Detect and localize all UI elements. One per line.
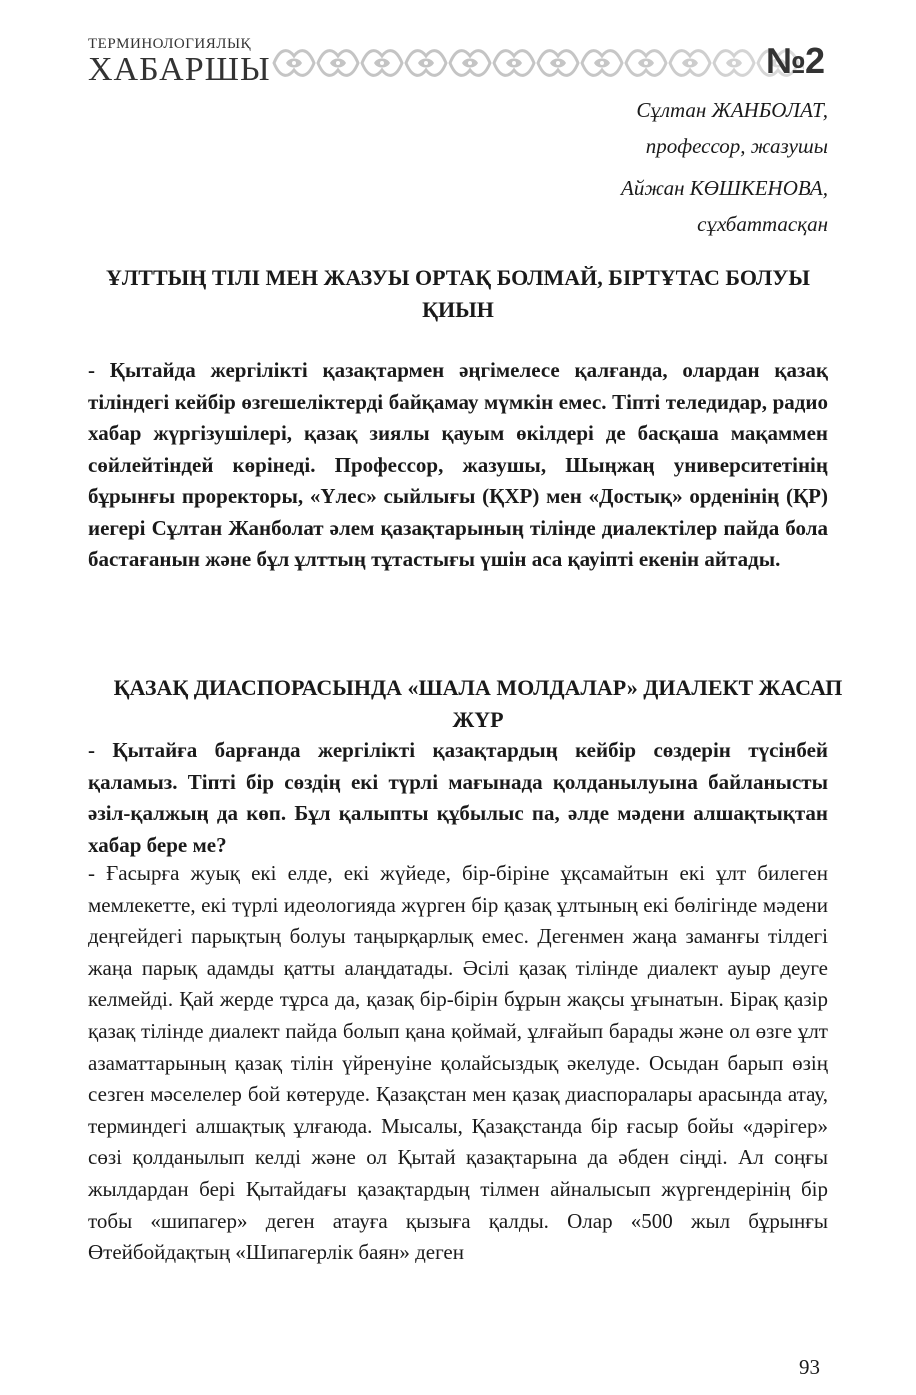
- question-paragraph: - Қытайға барғанда жергілікті қазақтардың кейбір сөздерін түсінбей қаламыз. Тіпті бір сөздің екі түрлі мағынада қолданылуына байланысты әзіл-қалжың да көп. Бұл қалыпты құбылыс па, әлде мәдени алшақтықтан хабар бере ме?: [88, 738, 828, 857]
- issue-number: №2: [765, 40, 824, 81]
- journal-header: [88, 36, 828, 86]
- article-title: ҰЛТТЫҢ ТІЛІ МЕН ЖАЗУЫ ОРТАҚ БОЛМАЙ, БІРТҰТАС БОЛУЫ ҚИЫН: [106, 265, 810, 322]
- journal-title-main: ХАБАРШЫ: [88, 51, 271, 88]
- page-number: 93: [799, 1355, 820, 1379]
- author1-role: профессор, жазушы: [645, 134, 828, 158]
- author1-name: Сұлтан ЖАНБОЛАТ,: [636, 98, 828, 122]
- author2-role: сұхбаттасқан: [697, 212, 828, 236]
- intro-paragraph: - Қытайда жергілікті қазақтармен әңгімелесе қалғанда, олардан қазақ тіліндегі кейбір өзгешеліктерді байқамау мүмкін емес. Тіпті теледидар, радио хабар жүргізушілері, қазақ зиялы қауым өкілдері де басқаша мақаммен сөйлейтіндей көрінеді. Профессор, жазушы, Шыңжаң университетінің бұрынғы проректоры, «Үлес» сыйлығы (ҚХР) мен «Достық» орденінің (ҚР) иегері Сұлтан Жанболат әлем қазақтарының тілінде диалектілер пайда бола бастағанын және бұл ұлттың тұтастығы үшін аса қауіпті екенін айтады.: [88, 358, 828, 571]
- ornament-band-icon: [272, 44, 804, 82]
- author2-name: Айжан КӨШКЕНОВА,: [621, 176, 828, 200]
- answer-paragraph: - Ғасырға жуық екі елде, екі жүйеде, бір-біріне ұқсамайтын екі ұлт билеген мемлекетте, екі түрлі идеологияда жүрген бір қазақ ұлтының екі бөлігінде мәдени деңгейдегі парықтың болуы таңырқарлық емес. Дегенмен жаңа заманғы тілдегі жаңа парық адамды қатты алаңдатады. Әсілі қазақ тілінде диалект ауыр деуге келмейді. Қай жерде тұрса да, қазақ бір-бірін бұрын жақсы ұғынатын. Бірақ қазір қазақ тілінде диалект пайда болып қана қоймай, ұлғайып барады және ол өзге ұлт азаматтарының қазақ тілін үйренуіне қолайсыздық әкелуде. Осыдан барып өзің сезген мәселелер бой көтеруде. Қазақстан мен қазақ диаспоралары арасында атау, терминдегі алшақтық ұлғаюда. Мысалы, Қазақстанда бір ғасыр бойы «дәрігер» сөзі қолданылып келді және ол Қытай қазақтарына да әбден сіңді. Ал соңғы жылдардан бері Қытайдағы қазақтардың тілмен айналысып жүргендерінің бір тобы «шипагер» деген атауға қызыға қалды. Олар «500 жыл бұрынғы Өтейбойдақтың «Шипагерлік баян» деген: [88, 861, 828, 1265]
- author-block: [621, 92, 828, 248]
- journal-title-top: ТЕРМИНОЛОГИЯЛЫҚ: [88, 36, 252, 52]
- section-title: ҚАЗАҚ ДИАСПОРАСЫНДА «ШАЛА МОЛДАЛАР» ДИАЛЕКТ ЖАСАП ЖҮР: [113, 675, 843, 732]
